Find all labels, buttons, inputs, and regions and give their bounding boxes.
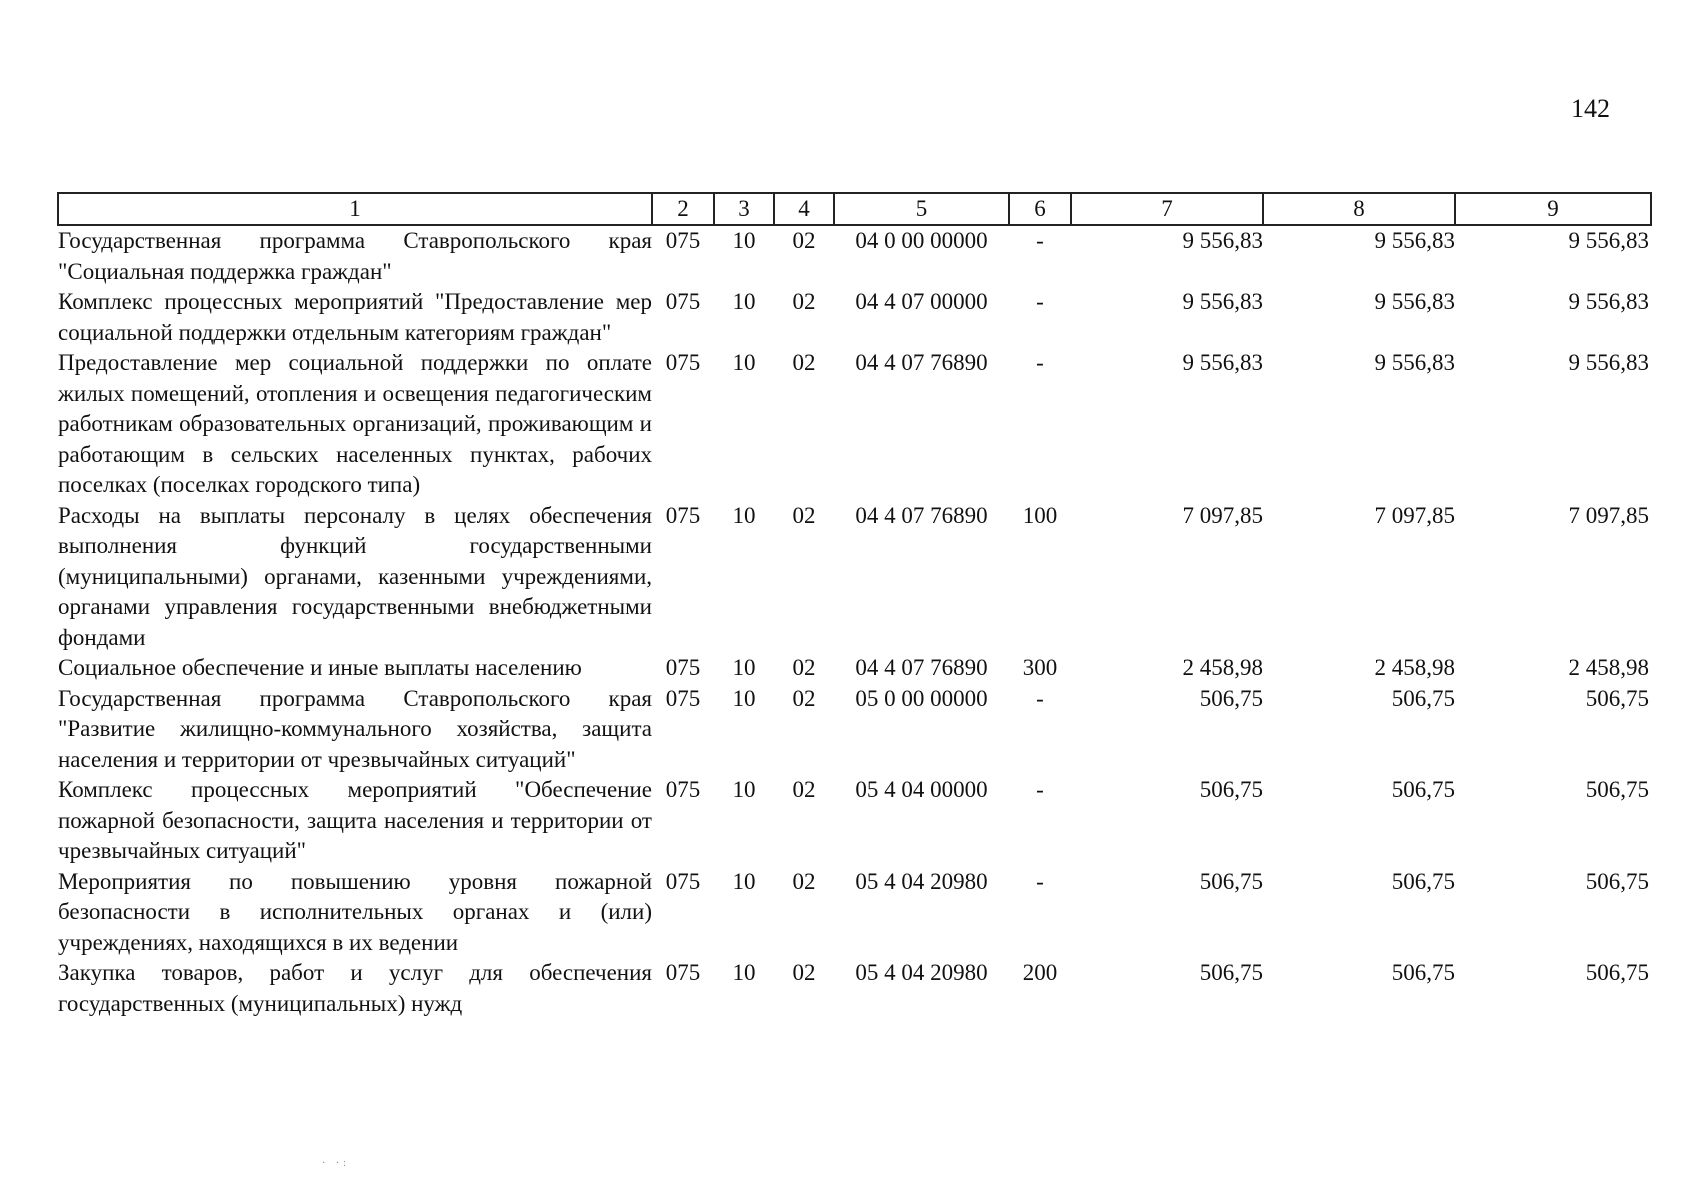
row-col-3: 10: [732, 868, 756, 894]
table-row: [58, 867, 1651, 959]
row-col-3: 10: [732, 655, 756, 680]
row-col-3: 10: [732, 350, 756, 375]
row-col-9: 9 556,83: [1568, 228, 1649, 253]
row-col-2: 075: [665, 502, 701, 528]
row-name: Социальное обеспечение и иные выплаты населению: [58, 655, 582, 680]
table-row: [58, 653, 1651, 684]
row-col-2: 075: [665, 228, 701, 253]
row-col-4: 02: [792, 289, 816, 314]
row-col-9: 506,75: [1585, 685, 1649, 711]
row-col-7: 2 458,98: [1182, 655, 1263, 680]
row-col-7: 9 556,83: [1182, 289, 1263, 314]
row-col-2: 075: [665, 777, 701, 802]
header-col-5: 5: [834, 193, 1009, 225]
header-col-4: 4: [774, 193, 834, 225]
row-col-6: -: [1036, 350, 1044, 375]
table-row: [58, 225, 1651, 287]
row-col-9: 506,75: [1585, 868, 1649, 894]
row-col-7: 7 097,85: [1182, 502, 1263, 528]
header-col-1: 1: [58, 193, 652, 225]
row-col-7: 506,75: [1199, 777, 1263, 802]
row-col-4: 02: [792, 960, 816, 985]
row-col-6: -: [1036, 777, 1044, 802]
row-name: Расходы на выплаты персоналу в целях обеспечения выполнения функций государственными (муниципальными) органами, казенными учреждениями, органами управления государственными внебюджетными фондами: [58, 502, 652, 650]
row-name: Закупка товаров, работ и услуг для обеспечения государственных (муниципальных) нужд: [58, 960, 652, 1016]
row-col-6: 100: [1022, 502, 1058, 528]
row-col-2: 075: [665, 289, 701, 314]
header-col-7: 7: [1071, 193, 1263, 225]
row-col-8: 9 556,83: [1374, 289, 1455, 314]
row-col-9: 506,75: [1585, 960, 1649, 985]
row-col-3: 10: [732, 685, 756, 711]
row-col-8: 506,75: [1391, 868, 1455, 894]
row-col-3: 10: [732, 502, 756, 528]
row-col-8: 9 556,83: [1374, 350, 1455, 375]
row-name: Предоставление мер социальной поддержки по оплате жилых помещений, отопления и освещения педагогическим работникам образовательных организаций, проживающим и работающим в сельских населенных пунктах, рабочих поселках (поселках городского типа): [58, 350, 652, 497]
header-col-9: 9: [1455, 193, 1651, 225]
row-col-9: 9 556,83: [1568, 289, 1649, 314]
row-col-8: 9 556,83: [1374, 228, 1455, 253]
row-col-4: 02: [792, 868, 816, 894]
row-col-6: -: [1036, 868, 1044, 894]
table-row: [58, 287, 1651, 348]
scan-artifact: · ·:: [322, 1158, 350, 1169]
budget-table: [57, 192, 1652, 1019]
row-col-2: 075: [665, 350, 701, 375]
row-col-8: 506,75: [1391, 685, 1455, 711]
row-col-4: 02: [792, 228, 816, 253]
header-col-3: 3: [714, 193, 774, 225]
row-name: Государственная программа Ставропольского края "Развитие жилищно-коммунального хозяйства, защита населения и территории от чрезвычайных ситуаций": [58, 685, 652, 772]
row-col-8: 2 458,98: [1374, 655, 1455, 680]
row-col-7: 506,75: [1199, 685, 1263, 711]
table-row: [58, 348, 1651, 501]
row-col-9: 9 556,83: [1568, 350, 1649, 375]
row-col-9: 506,75: [1585, 777, 1649, 802]
header-col-8: 8: [1263, 193, 1455, 225]
row-name: Комплекс процессных мероприятий "Обеспечение пожарной безопасности, защита населения и территории от чрезвычайных ситуаций": [58, 777, 652, 863]
header-row: [58, 193, 1651, 225]
row-col-2: 075: [665, 655, 701, 680]
table-row: [58, 684, 1651, 776]
row-col-5: 04 4 07 76890: [855, 350, 988, 375]
row-col-5: 04 4 07 76890: [855, 655, 988, 680]
table-body: [58, 225, 1651, 1019]
row-col-5: 05 4 04 20980: [855, 960, 988, 985]
row-col-3: 10: [732, 228, 756, 253]
row-col-3: 10: [732, 289, 756, 314]
row-col-7: 506,75: [1199, 960, 1263, 985]
table-row: [58, 501, 1651, 654]
row-col-4: 02: [792, 655, 816, 680]
table-row: [58, 958, 1651, 1019]
row-col-6: -: [1036, 289, 1044, 314]
row-col-6: 200: [1022, 960, 1058, 985]
page-number: 142: [1571, 94, 1610, 123]
row-col-5: 04 0 00 00000: [855, 228, 988, 253]
row-name: Государственная программа Ставропольского края "Социальная поддержка граждан": [58, 228, 652, 284]
row-col-7: 506,75: [1199, 868, 1263, 894]
row-col-6: 300: [1022, 655, 1058, 680]
row-col-5: 05 4 04 00000: [855, 777, 988, 802]
row-col-2: 075: [665, 685, 701, 711]
row-col-3: 10: [732, 960, 756, 985]
row-col-7: 9 556,83: [1182, 350, 1263, 375]
row-col-5: 04 4 07 00000: [855, 289, 988, 314]
row-col-4: 02: [792, 502, 816, 528]
row-col-4: 02: [792, 777, 816, 802]
row-name: Мероприятия по повышению уровня пожарной безопасности в исполнительных органах и (или) учреждениях, находящихся в их ведении: [58, 868, 652, 955]
row-col-8: 7 097,85: [1374, 502, 1455, 528]
row-col-9: 7 097,85: [1568, 502, 1649, 528]
header-col-2: 2: [652, 193, 714, 225]
row-col-6: -: [1036, 228, 1044, 253]
row-col-9: 2 458,98: [1568, 655, 1649, 680]
row-col-5: 05 4 04 20980: [855, 868, 988, 894]
row-col-5: 04 4 07 76890: [855, 502, 988, 528]
row-col-2: 075: [665, 868, 701, 894]
table-header: [58, 193, 1651, 225]
row-col-4: 02: [792, 350, 816, 375]
row-col-8: 506,75: [1391, 960, 1455, 985]
row-col-2: 075: [665, 960, 701, 985]
row-col-5: 05 0 00 00000: [855, 685, 988, 711]
row-name: Комплекс процессных мероприятий "Предоставление мер социальной поддержки отдельным категориям граждан": [58, 289, 652, 345]
row-col-3: 10: [732, 777, 756, 802]
row-col-4: 02: [792, 685, 816, 711]
row-col-8: 506,75: [1391, 777, 1455, 802]
table-row: [58, 775, 1651, 867]
row-col-6: -: [1036, 685, 1044, 711]
header-col-6: 6: [1009, 193, 1071, 225]
row-col-7: 9 556,83: [1182, 228, 1263, 253]
